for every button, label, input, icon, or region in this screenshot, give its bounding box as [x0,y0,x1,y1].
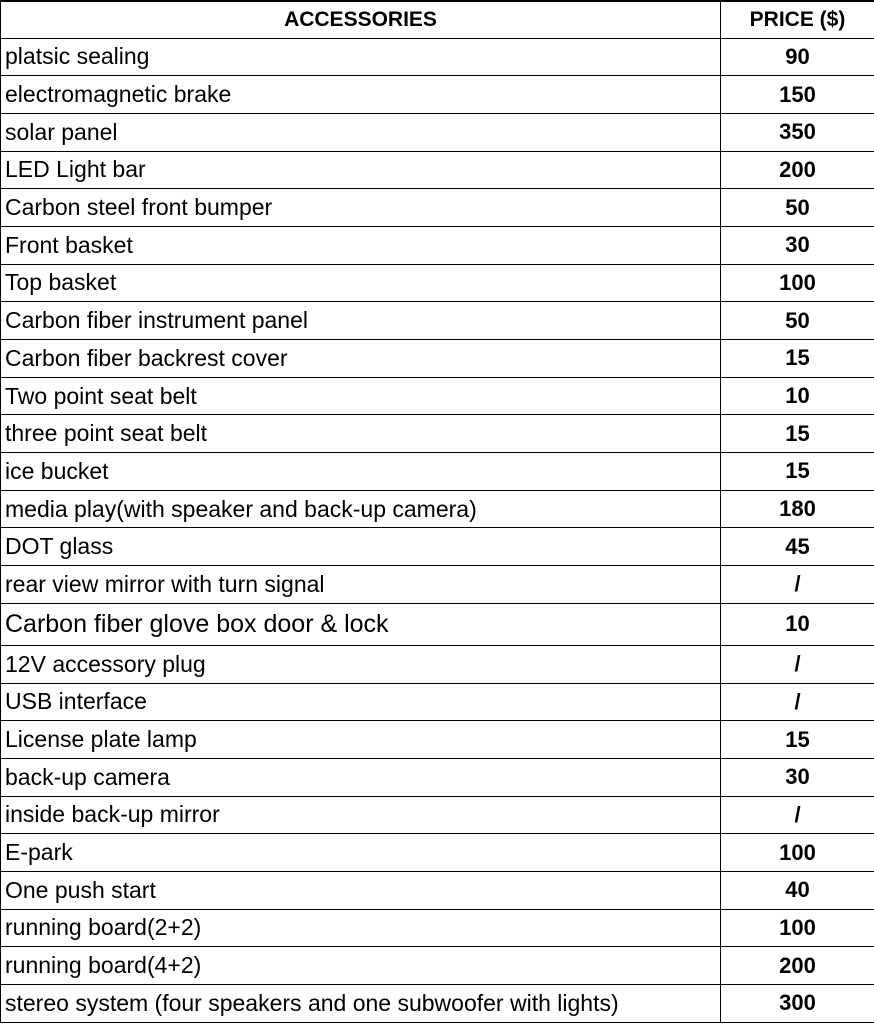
accessory-price: 50 [721,189,874,227]
accessory-price: 200 [721,947,874,985]
accessory-name: running board(4+2) [1,947,721,985]
table-row [1,302,874,340]
table-row [1,189,874,227]
accessory-price: 100 [721,909,874,947]
accessory-name: ice bucket [1,453,721,491]
accessory-price: / [721,683,874,721]
accessory-name: three point seat belt [1,415,721,453]
table-row [1,113,874,151]
column-header-accessories: ACCESSORIES [1,1,721,38]
table-row [1,909,874,947]
accessory-name: Carbon steel front bumper [1,189,721,227]
accessory-price: / [721,566,874,604]
table-body [1,38,874,1022]
accessory-price: 200 [721,151,874,189]
accessory-name: media play(with speaker and back-up camera) [1,490,721,528]
table-row [1,645,874,683]
table-row [1,340,874,378]
accessory-price: 15 [721,415,874,453]
accessory-name: USB interface [1,683,721,721]
accessory-price: / [721,645,874,683]
accessory-price: 90 [721,38,874,76]
table-row [1,415,874,453]
table-row [1,834,874,872]
accessory-name: platsic sealing [1,38,721,76]
accessory-name: One push start [1,871,721,909]
accessory-price: 10 [721,377,874,415]
table-row [1,985,874,1023]
accessory-price: 45 [721,528,874,566]
accessory-price: 100 [721,264,874,302]
accessory-name: rear view mirror with turn signal [1,566,721,604]
table-row [1,566,874,604]
accessory-price: 15 [721,453,874,491]
table-row [1,76,874,114]
accessory-name: electromagnetic brake [1,76,721,114]
table-row [1,377,874,415]
accessory-price: 350 [721,113,874,151]
accessory-price: 50 [721,302,874,340]
accessory-name: Top basket [1,264,721,302]
table-row [1,947,874,985]
accessory-price: 30 [721,758,874,796]
accessory-name: Two point seat belt [1,377,721,415]
accessory-name: LED Light bar [1,151,721,189]
accessory-name: solar panel [1,113,721,151]
table-row [1,796,874,834]
accessory-name: License plate lamp [1,721,721,759]
accessory-name: running board(2+2) [1,909,721,947]
accessory-name: inside back-up mirror [1,796,721,834]
table-row [1,758,874,796]
accessory-price: 300 [721,985,874,1023]
accessory-name: Carbon fiber backrest cover [1,340,721,378]
table-row [1,528,874,566]
accessory-price: 15 [721,721,874,759]
accessory-name: Carbon fiber instrument panel [1,302,721,340]
table-row [1,683,874,721]
accessory-name: back-up camera [1,758,721,796]
accessory-price: 10 [721,603,874,645]
table-row [1,721,874,759]
column-header-price: PRICE ($) [721,1,874,38]
accessory-price: 100 [721,834,874,872]
accessory-price: 30 [721,226,874,264]
accessory-price: 40 [721,871,874,909]
accessory-price: 15 [721,340,874,378]
accessory-name: Carbon fiber glove box door & lock [1,603,721,645]
table-row [1,603,874,645]
table-header-row [1,1,874,38]
accessory-price: 150 [721,76,874,114]
accessory-name: Front basket [1,226,721,264]
table-row [1,151,874,189]
accessory-name: stereo system (four speakers and one subwoofer with lights) [1,985,721,1023]
table-row [1,453,874,491]
accessory-price: / [721,796,874,834]
table-row [1,264,874,302]
table-row [1,38,874,76]
table-row [1,226,874,264]
accessory-name: 12V accessory plug [1,645,721,683]
accessory-name: DOT glass [1,528,721,566]
accessory-price: 180 [721,490,874,528]
table-row [1,871,874,909]
accessory-name: E-park [1,834,721,872]
table-row [1,490,874,528]
